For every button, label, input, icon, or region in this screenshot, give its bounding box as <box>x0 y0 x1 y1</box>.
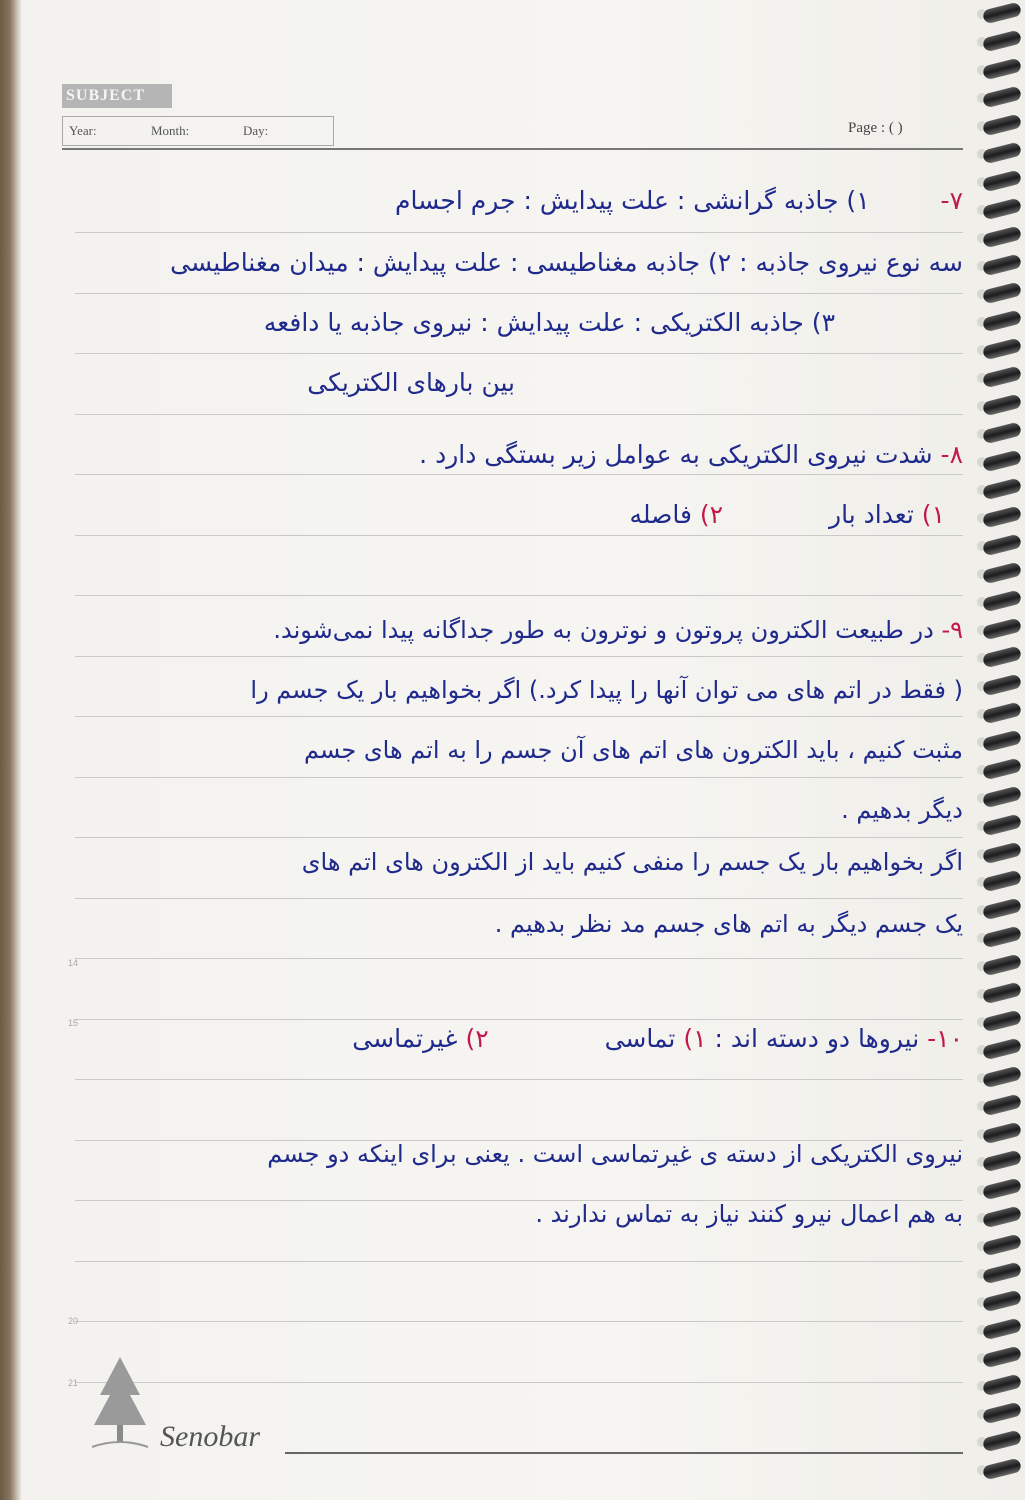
binding-ring <box>982 1262 1022 1285</box>
ruled-line <box>75 595 963 596</box>
ruled-line <box>75 1321 963 1322</box>
binding-ring <box>982 842 1022 865</box>
binding-ring <box>982 450 1022 473</box>
q9-text3: مثبت کنیم ، باید الکترون های اتم های آن جسم را به اتم های جسم <box>304 736 963 764</box>
binding-ring <box>982 58 1022 81</box>
binding-ring <box>982 1402 1022 1425</box>
ruled-line <box>75 232 963 233</box>
binding-ring <box>982 394 1022 417</box>
binding-ring <box>982 870 1022 893</box>
binding-ring <box>982 422 1022 445</box>
q10-text: نیروها دو دسته اند : <box>714 1024 920 1053</box>
date-box <box>62 116 334 146</box>
ruled-line <box>75 1261 963 1262</box>
q9-text4: دیگر بدهیم . <box>841 796 963 824</box>
q7-line2 <box>170 248 963 277</box>
ruled-line <box>75 414 963 415</box>
binding-ring <box>982 758 1022 781</box>
binding-ring <box>982 30 1022 53</box>
binding-ring <box>982 1234 1022 1257</box>
line-number: 21 <box>68 1378 79 1388</box>
q9-line1 <box>273 616 963 644</box>
binding-ring <box>982 1458 1022 1481</box>
binding-ring <box>982 170 1022 193</box>
header-rule <box>62 148 963 150</box>
day-label: Day: <box>243 123 269 138</box>
subject-label: SUBJECT <box>62 84 172 108</box>
binding-ring <box>982 1094 1022 1117</box>
binding-ring <box>982 898 1022 921</box>
q10-item1-number: ۱) <box>683 1024 707 1053</box>
q9-text6: یک جسم دیگر به اتم های جسم مد نظر بدهیم . <box>494 910 963 938</box>
q8-items <box>629 500 945 529</box>
q9-text2: ( فقط در اتم های می توان آنها را پیدا کرد.) اگر بخواهیم بار یک جسم را <box>250 676 963 704</box>
binding-ring <box>982 1150 1022 1173</box>
binding-ring <box>982 926 1022 949</box>
binding-ring <box>982 534 1022 557</box>
line-number: 20 <box>68 1316 79 1326</box>
q8-item1: تعداد بار <box>829 500 914 529</box>
tree-logo-icon <box>90 1355 150 1455</box>
q8-line1 <box>419 440 963 469</box>
ruled-line <box>75 1019 963 1020</box>
binding-ring <box>982 198 1022 221</box>
binding-ring <box>982 702 1022 725</box>
q7-electric-cont: بین بارهای الکتریکی <box>307 368 515 397</box>
ruled-line <box>75 656 963 657</box>
q8-item2-number: ۲) <box>699 500 724 529</box>
q9-number: ۹- <box>941 616 963 644</box>
q7-line1 <box>395 186 963 215</box>
binding-ring <box>982 1290 1022 1313</box>
binding-ring <box>982 1038 1022 1061</box>
binding-ring <box>982 2 1022 25</box>
footer-rule <box>285 1452 963 1454</box>
q10-line1 <box>352 1024 963 1053</box>
ruled-line <box>75 474 963 475</box>
q9-text1: در طبیعت الکترون پروتون و نوترون به طور جداگانه پیدا نمی‌شوند. <box>273 616 934 644</box>
ruled-line <box>75 1079 963 1080</box>
q8-number: ۸- <box>940 440 963 469</box>
binding-ring <box>982 786 1022 809</box>
ruled-line <box>75 293 963 294</box>
spiral-binding <box>977 0 1025 1500</box>
binding-ring <box>982 814 1022 837</box>
q7-electric-text: ۳) جاذبه الکتریکی : علت پیدایش : نیروی جاذبه یا دافعه <box>263 308 835 337</box>
q10-text2: نیروی الکتریکی از دسته ی غیرتماسی است . یعنی برای اینکه دو جسم <box>267 1140 963 1168</box>
month-label: Month: <box>151 123 190 138</box>
ruled-line <box>75 898 963 899</box>
q8-item2: فاصله <box>629 500 692 529</box>
binding-ring <box>982 1346 1022 1369</box>
ruled-line <box>75 353 963 354</box>
binding-ring <box>982 254 1022 277</box>
q7-gravity-text: ۱) جاذبه گرانشی : علت پیدایش : جرم اجسام <box>395 186 870 215</box>
q7-prefix: سه نوع نیروی جاذبه : <box>739 248 963 277</box>
q10-text3: به هم اعمال نیرو کنند نیاز به تماس ندارند . <box>535 1200 963 1228</box>
binding-ring <box>982 1206 1022 1229</box>
ruled-line <box>75 1382 963 1383</box>
q8-text: شدت نیروی الکتریکی به عوامل زیر بستگی دارد . <box>419 440 933 469</box>
binding-ring <box>982 1066 1022 1089</box>
ruled-line <box>75 958 963 959</box>
binding-ring <box>982 1010 1022 1033</box>
binding-ring <box>982 310 1022 333</box>
binding-ring <box>982 674 1022 697</box>
binding-ring <box>982 338 1022 361</box>
q9-text5: اگر بخواهیم بار یک جسم را منفی کنیم باید از الکترون های اتم های <box>301 848 963 876</box>
binding-ring <box>982 954 1022 977</box>
line-number: 14 <box>68 958 79 968</box>
year-label: Year: <box>69 123 97 138</box>
q10-item1: تماسی <box>604 1024 676 1053</box>
q7-magnetic-text: ۲) جاذبه مغناطیسی : علت پیدایش : میدان مغناطیسی <box>170 248 732 277</box>
binding-ring <box>982 226 1022 249</box>
binding-ring <box>982 282 1022 305</box>
binding-ring <box>982 506 1022 529</box>
binding-ring <box>982 1178 1022 1201</box>
binding-ring <box>982 114 1022 137</box>
binding-ring <box>982 618 1022 641</box>
ruled-line <box>75 535 963 536</box>
binding-ring <box>982 142 1022 165</box>
q7-number: ۷- <box>940 186 963 215</box>
q8-item1-number: ۱) <box>921 500 945 529</box>
binding-ring <box>982 1122 1022 1145</box>
binding-ring <box>982 562 1022 585</box>
ruled-line <box>75 777 963 778</box>
binding-ring <box>982 730 1022 753</box>
q10-item2: غیرتماسی <box>352 1024 458 1053</box>
binding-ring <box>982 366 1022 389</box>
brand-logo: Senobar <box>160 1420 260 1453</box>
binding-ring <box>982 1374 1022 1397</box>
binding-ring <box>982 646 1022 669</box>
ruled-line <box>75 837 963 838</box>
q10-item2-number: ۲) <box>465 1024 489 1053</box>
binding-ring <box>982 590 1022 613</box>
binding-ring <box>982 1318 1022 1341</box>
ruled-line <box>75 716 963 717</box>
q10-number: ۱۰- <box>927 1024 963 1053</box>
line-number: 15 <box>68 1018 79 1028</box>
binding-ring <box>982 1430 1022 1453</box>
page-number-label: Page : ( ) <box>848 120 903 136</box>
binding-ring <box>982 478 1022 501</box>
binding-ring <box>982 982 1022 1005</box>
binding-ring <box>982 86 1022 109</box>
